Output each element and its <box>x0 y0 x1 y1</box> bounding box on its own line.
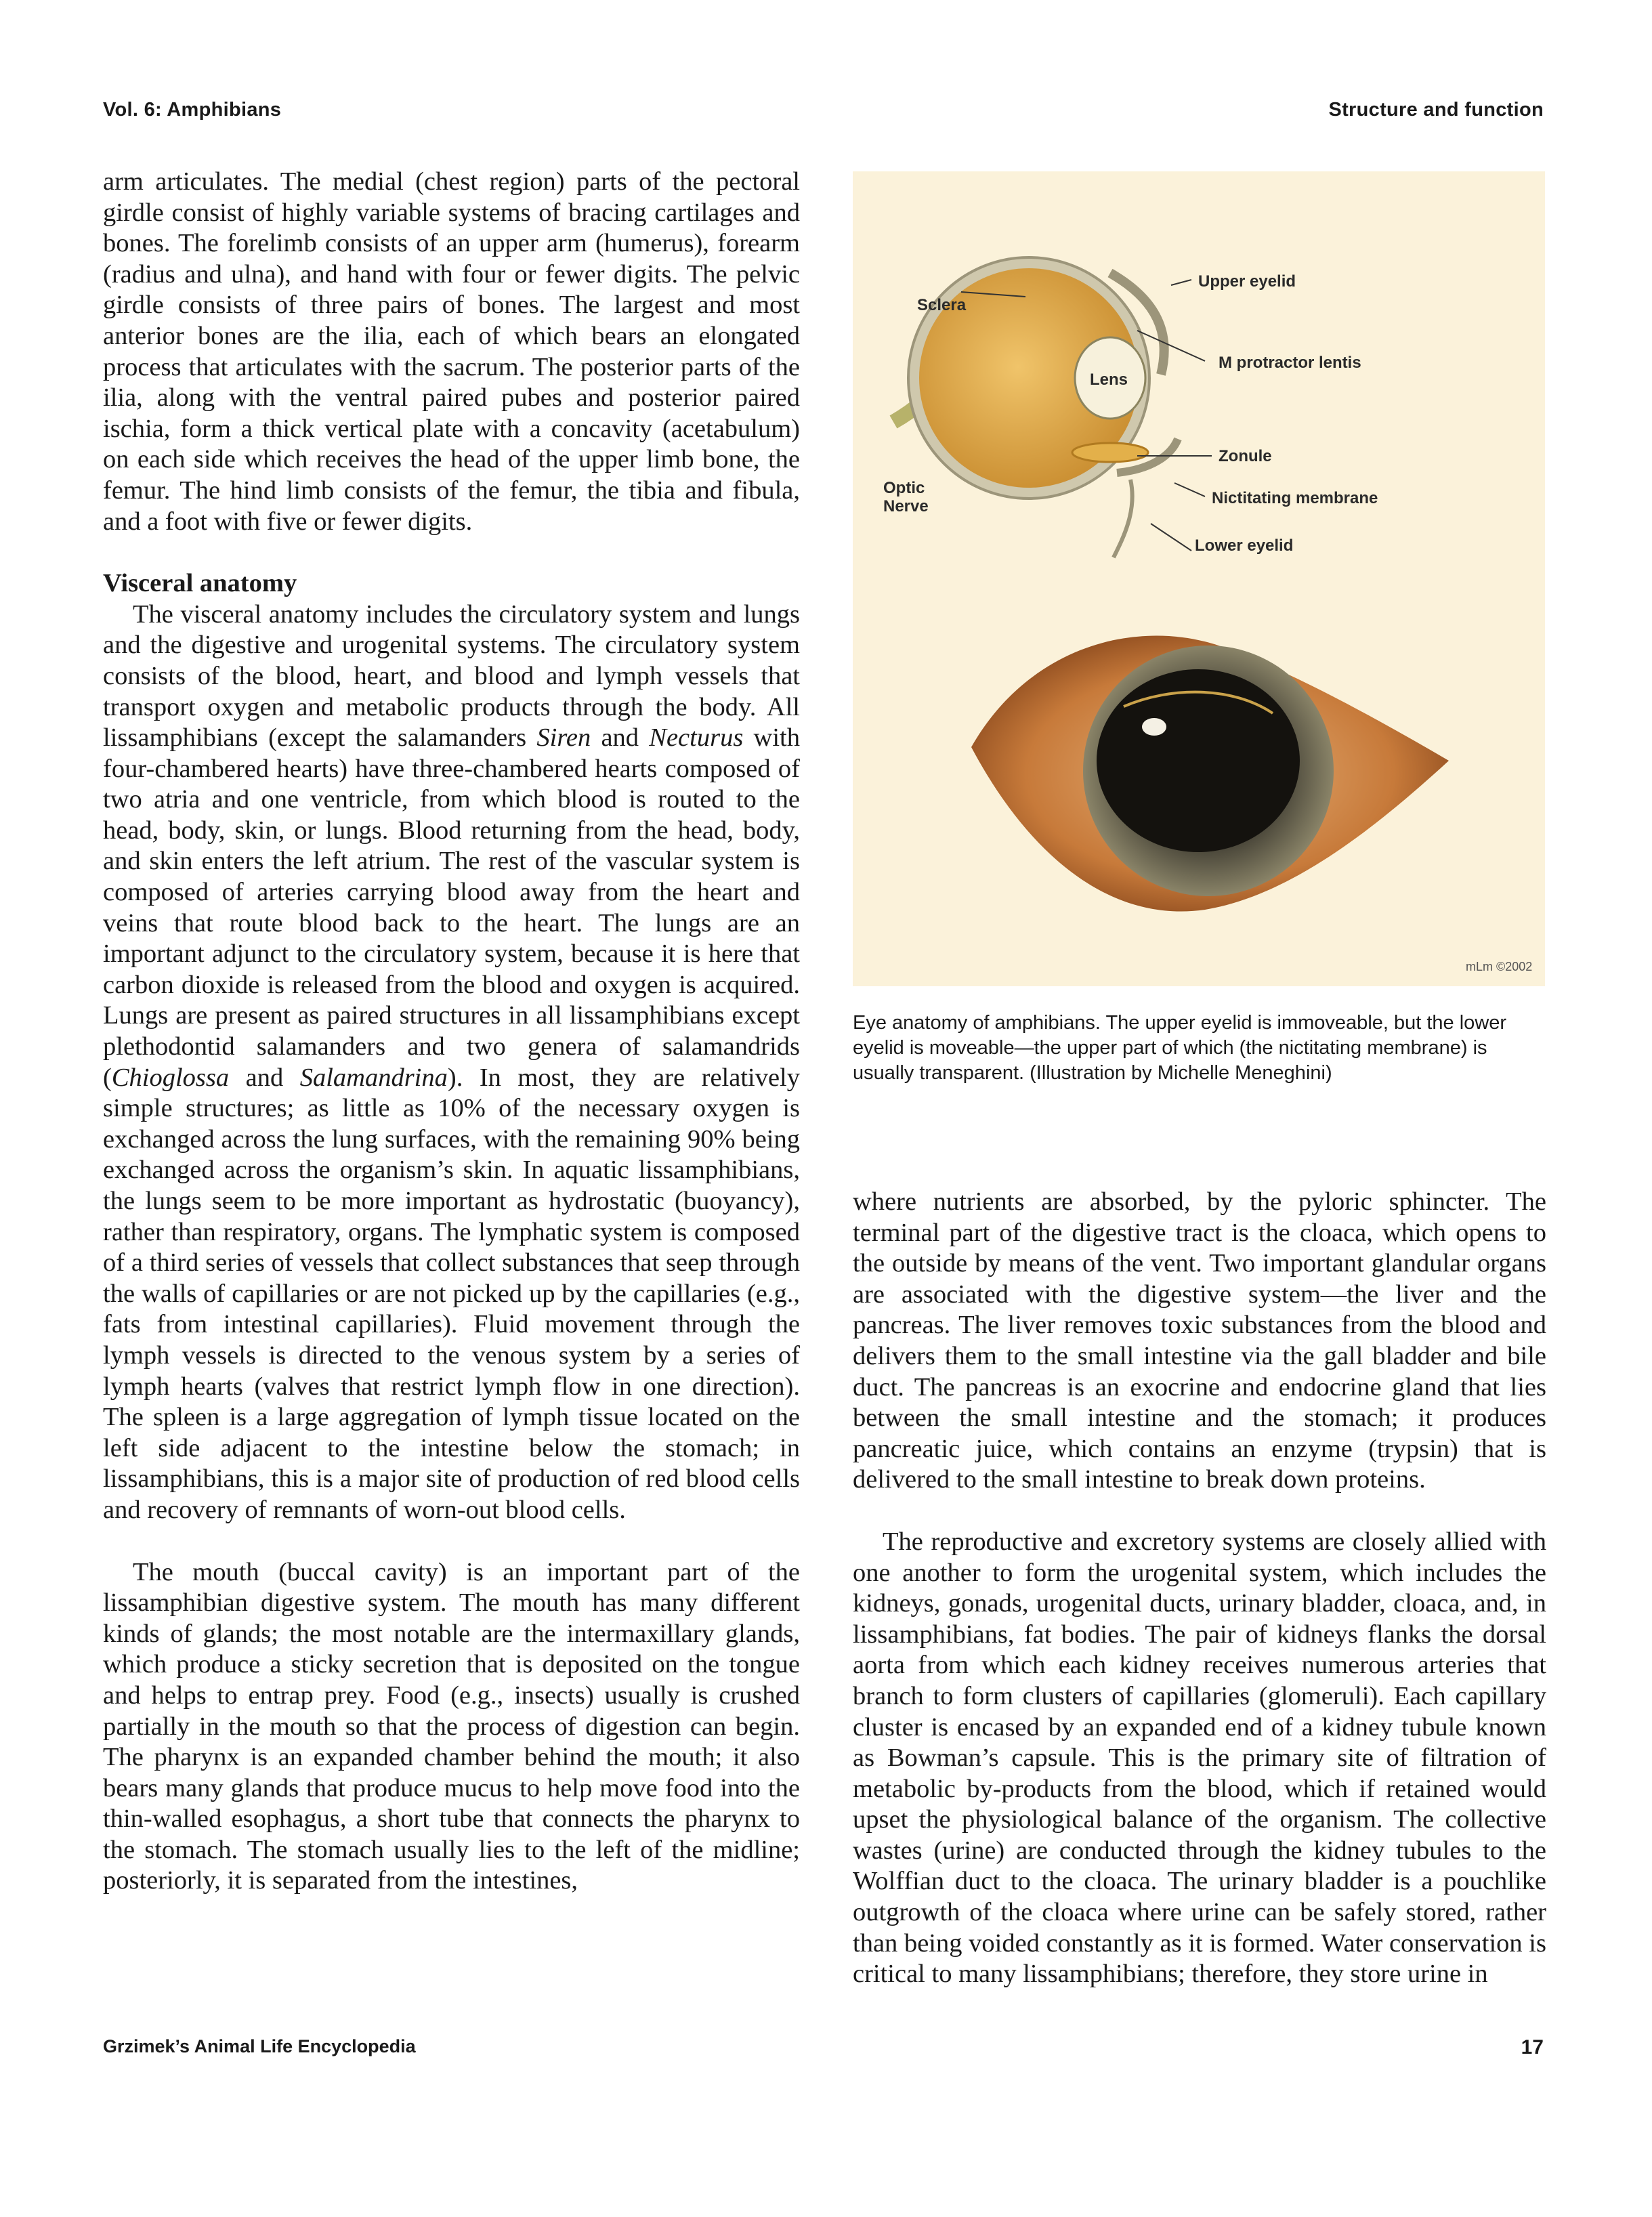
label-lower-eyelid: Lower eyelid <box>1195 536 1294 555</box>
paragraph-circulatory <box>103 599 800 1526</box>
genus-name: Salamandrina <box>299 1063 448 1092</box>
paragraph-urogenital: The reproductive and excretory systems are closely allied with one another to form the urogenital system, which includes the kidneys, gonads, urogenital ducts, urinary bladder, cloaca, and, in lissamphibians, fat bodies. The pair of kidneys flanks the dorsal aorta from which each kidney receives numerous arteries that branch to form clusters of capillaries (glomeruli). Each capillary cluster is encased by an expanded end of a kidney tubule known as Bowman’s capsule. This is the primary site of filtration of metabolic by-products from the blood, which if retained would upset the physiological balance of the organism. The collective wastes (urine) are conducted through the kidney tubules to the Wolffian duct to the cloaca. The urinary bladder is a pouchlike outgrowth of the cloaca where urine can be safely stored, rather than being voided constantly as it is formed. Water conservation is critical to many lissamphibians; therefore, they store urine in <box>853 1527 1546 1989</box>
lower-eyelid-fold <box>1114 480 1132 557</box>
paragraph-digestive: The mouth (buccal cavity) is an important part of the lissamphibian digestive system. The mouth has many different kinds of glands; the most notable are the intermaxillary glands, which produce a sticky secretion that is deposited on the tongue and helps to entrap prey. Food (e.g., insects) usually is crushed partially in the mouth so that the process of digestion can begin. The pharynx is an expanded chamber behind the mouth; it also bears many glands that produce mucus to help move food into the thin-walled esophagus, a short tube that connects the pharynx to the stomach. The stomach usually lies to the left of the midline; posteriorly, it is separated from the intestines, <box>103 1557 800 1895</box>
running-header-section: Structure and function <box>1328 99 1544 121</box>
label-zonule: Zonule <box>1219 447 1272 465</box>
label-nictitating-membrane: Nictitating membrane <box>1212 489 1378 507</box>
text-run: ). In most, they are relatively simple structures; as little as 10% of the necessary oxygen is exchanged across the lung surfaces, with the remaining 90% being exchanged across the organism’s skin. In aquatic lissamphibians, the lungs seem to be more important as hydrostatic (buoyancy), rather than respiratory, organs. The lymphatic system is composed of a third series of vessels that collect substances that seep through the walls of capillaries or are not picked up by the capillaries (e.g., fats from intestinal capillaries). Fluid movement through the lymph vessels is directed to the venous system by a series of lymph hearts (valves that restrict lymph flow in one direction). The spleen is a large aggregation of lymph tissue located on the left side adjacent to the intestine below the stomach; in lissamphibians, this is a major site of production of red blood cells and recovery of remnants of worn-out blood cells. <box>103 1063 801 1524</box>
label-optic: Optic <box>883 479 925 497</box>
left-text-column <box>103 167 800 1897</box>
right-text-column <box>853 1187 1546 1990</box>
lower-eyelid-pointer <box>1151 524 1191 551</box>
eye-anatomy-figure <box>853 171 1545 986</box>
text-run: and <box>229 1063 300 1092</box>
upper-eyelid-pointer <box>1171 280 1191 285</box>
genus-name: Necturus <box>649 723 744 753</box>
paragraph-digestive-continued: where nutrients are absorbed, by the pyloric sphincter. The terminal part of the digestive tract is the cloaca, which opens to the outside by means of the vent. Two important glandular organs are associated with the digestive system—the liver and the pancreas. The liver removes toxic substances from the blood and delivers them to the small intestine via the gall bladder and bile duct. The pancreas is an exocrine and endocrine gland that lies between the small intestine and the stomach; it produces pancreatic juice, which contains an enzyme (trypsin) that is delivered to the small intestine to break down proteins. <box>853 1187 1546 1494</box>
label-sclera: Sclera <box>917 296 967 314</box>
zonule-shape <box>1072 443 1148 462</box>
paragraph-pectoral-girdle: arm articulates. The medial (chest region) parts of the pectoral girdle consist of highly variable systems of bracing cartilages and bones. The forelimb consists of an upper arm (humerus), forearm (radius and ulna), and hand with four or fewer digits. The pelvic girdle consists of three pairs of bones. The largest and most anterior bones are the ilia, each of which bears an elongated process that articulates with the sacrum. The posterior parts of the ilia, along with the ventral paired pubes and posterior paired ischia, form a thick vertical plate with a concavity (acetabulum) on each side which receives the head of the upper limb bone, the femur. The hind limb consists of the femur, the tibia and fibula, and a foot with five or fewer digits. <box>103 167 800 536</box>
genus-name: Chioglossa <box>111 1063 230 1092</box>
pupil <box>1097 669 1300 852</box>
illustrator-signature: mLm ©2002 <box>1466 960 1533 973</box>
footer-publication: Grzimek’s Animal Life Encyclopedia <box>103 2036 416 2056</box>
page-number: 17 <box>1521 2036 1544 2058</box>
section-heading-visceral-anatomy: Visceral anatomy <box>103 569 297 598</box>
genus-name: Siren <box>536 723 591 753</box>
external-eye-view <box>971 635 1449 911</box>
eye-illustration <box>853 171 1545 986</box>
running-header-volume: Vol. 6: Amphibians <box>103 99 282 121</box>
nictitating-pointer <box>1174 483 1205 497</box>
text-run: with four-chambered hearts) have three-chambered hearts composed of two atria and one ventricle, from which blood is routed to the head, body, skin, or lungs. Blood returning from the head, body, and skin enters the left atrium. The rest of the vascular system is composed of arteries carrying blood away from the heart and veins that route blood back to the heart. The lungs are an important adjunct to the circulatory system, because it is here that carbon dioxide is released from the blood and oxygen is acquired. Lungs are present as paired structures in all lissamphibians except plethodontid salamanders and two genera of salamandrids ( <box>103 723 800 1092</box>
eye-highlight <box>1142 718 1166 736</box>
figure-caption: Eye anatomy of amphibians. The upper eyelid is immoveable, but the lower eyelid is moveable—the upper part of which (the nictitating membrane) is usually transparent. (Illustration by Michelle Meneghini) <box>853 1012 1507 1084</box>
label-nerve: Nerve <box>883 497 929 515</box>
text-run: and <box>591 723 650 753</box>
label-lens: Lens <box>1090 371 1128 389</box>
eye-cross-section <box>883 257 1378 557</box>
label-m-protractor-lentis: M protractor lentis <box>1219 354 1361 372</box>
label-upper-eyelid: Upper eyelid <box>1198 272 1296 291</box>
text-run: The visceral anatomy includes the circulatory system and lungs and the digestive and urogenital systems. The circulatory system consists of the blood, heart, and blood and lymph vessels that transport oxygen and metabolic products through the body. All lissamphibians (except the salamanders <box>103 599 800 753</box>
